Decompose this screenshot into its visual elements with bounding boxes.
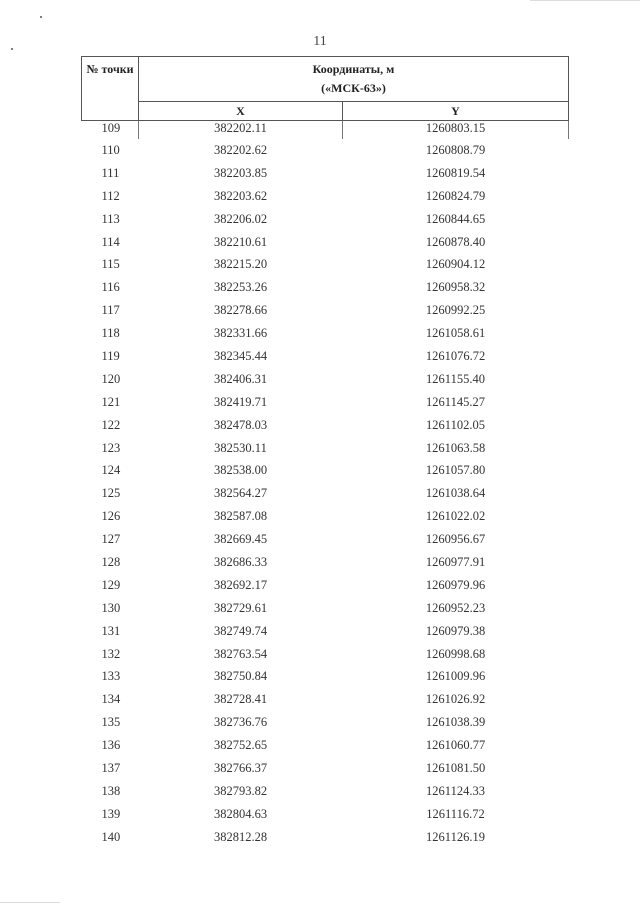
point-number-cell: 118 xyxy=(101,326,120,341)
table-row xyxy=(82,322,569,345)
y-coordinate-cell: 1261060.77 xyxy=(425,738,486,753)
point-number-cell: 120 xyxy=(101,371,121,386)
table-row xyxy=(82,208,569,231)
point-number-cell: 129 xyxy=(101,577,121,592)
point-number-cell: 110 xyxy=(101,142,120,157)
x-coordinate-cell: 382669.45 xyxy=(213,532,268,547)
point-number-header: № точки xyxy=(82,57,139,121)
y-coordinate-cell: 1260878.40 xyxy=(425,234,486,249)
y-coordinate-cell: 1261009.96 xyxy=(425,669,486,684)
coordinate-system: («МСК-63») xyxy=(321,81,386,95)
x-coordinate-cell: 382752.65 xyxy=(213,738,268,753)
x-coordinate-cell: 382692.17 xyxy=(213,577,268,592)
table-row xyxy=(82,414,569,437)
y-coordinate-cell: 1260956.67 xyxy=(425,532,486,547)
x-coordinate-cell: 382736.76 xyxy=(213,715,268,730)
x-coordinate-cell: 382215.20 xyxy=(213,257,268,272)
y-coordinate-cell: 1261038.64 xyxy=(425,486,486,501)
y-coordinate-cell: 1261058.61 xyxy=(425,326,486,341)
point-number-cell: 113 xyxy=(101,211,120,226)
x-coordinate-cell: 382202.11 xyxy=(139,121,343,140)
y-coordinate-cell: 1260992.25 xyxy=(425,303,486,318)
table-row xyxy=(82,505,569,528)
x-coordinate-cell: 382203.85 xyxy=(213,165,268,180)
table-row xyxy=(82,139,569,162)
point-number-cell: 121 xyxy=(101,394,121,409)
point-number-cell: 133 xyxy=(101,669,121,684)
table-row xyxy=(82,826,569,849)
y-coordinate-cell: 1260977.91 xyxy=(425,554,486,569)
y-coordinate-cell: 1261038.39 xyxy=(425,715,486,730)
x-coordinate-cell: 382686.33 xyxy=(213,554,268,569)
point-number-cell: 114 xyxy=(101,234,120,249)
table-row xyxy=(82,231,569,254)
x-coordinate-cell: 382804.63 xyxy=(213,806,268,821)
table-row xyxy=(82,597,569,620)
y-coordinate-cell: 1261057.80 xyxy=(425,463,486,478)
y-coordinate-cell: 1261022.02 xyxy=(425,509,486,524)
table-row xyxy=(82,551,569,574)
point-number-cell: 138 xyxy=(101,783,121,798)
point-number-cell: 122 xyxy=(101,417,121,432)
point-number-cell: 126 xyxy=(101,509,121,524)
coordinates-title: Координаты, м xyxy=(312,62,395,76)
table-row xyxy=(82,780,569,803)
point-number-cell: 135 xyxy=(101,715,121,730)
x-coordinate-cell: 382750.84 xyxy=(213,669,268,684)
table-row xyxy=(82,482,569,505)
coordinates-table xyxy=(81,56,569,849)
table-row xyxy=(82,803,569,826)
table-row xyxy=(82,391,569,414)
point-number-cell: 136 xyxy=(101,738,121,753)
x-coordinate-cell: 382210.61 xyxy=(213,234,268,249)
point-number-cell: 134 xyxy=(101,692,121,707)
table-row xyxy=(82,643,569,666)
point-number-cell: 117 xyxy=(101,303,120,318)
y-coordinate-cell: 1260952.23 xyxy=(425,600,486,615)
x-coordinate-cell: 382766.37 xyxy=(213,760,268,775)
x-coordinate-cell: 382530.11 xyxy=(214,440,267,455)
point-number-cell: 109 xyxy=(101,121,121,135)
point-number-cell: 111 xyxy=(101,165,120,180)
table-row xyxy=(82,276,569,299)
scan-speck xyxy=(40,16,42,18)
x-coordinate-cell: 382728.41 xyxy=(213,692,268,707)
y-coordinate-cell: 1261116.72 xyxy=(426,806,485,821)
y-coordinate-cell: 1260904.12 xyxy=(425,257,486,272)
table-row xyxy=(82,620,569,643)
y-coordinate-cell: 1260808.79 xyxy=(425,142,486,157)
point-number-cell: 139 xyxy=(101,806,121,821)
table-row xyxy=(82,437,569,460)
x-column-header: X xyxy=(139,102,343,121)
table-row xyxy=(82,711,569,734)
table-row xyxy=(82,345,569,368)
x-coordinate-cell: 382206.02 xyxy=(213,211,268,226)
y-coordinate-cell: 1260979.96 xyxy=(425,577,486,592)
x-coordinate-cell: 382729.61 xyxy=(213,600,268,615)
point-number-cell: 119 xyxy=(101,348,120,363)
y-coordinate-cell: 1261063.58 xyxy=(425,440,486,455)
point-number-cell: 130 xyxy=(101,600,121,615)
y-coordinate-cell: 1260844.65 xyxy=(425,211,486,226)
point-number-cell: 127 xyxy=(101,532,121,547)
table-row xyxy=(82,688,569,711)
point-number-cell: 123 xyxy=(101,440,121,455)
table-row xyxy=(82,121,569,140)
x-coordinate-cell: 382253.26 xyxy=(213,280,268,295)
table-row xyxy=(82,734,569,757)
x-coordinate-cell: 382812.28 xyxy=(213,829,268,844)
coordinates-header xyxy=(139,57,569,102)
table-row xyxy=(82,185,569,208)
point-number-cell: 116 xyxy=(101,280,120,295)
point-number-cell: 115 xyxy=(101,257,120,272)
point-number-cell: 112 xyxy=(101,188,120,203)
x-coordinate-cell: 382564.27 xyxy=(213,486,268,501)
x-coordinate-cell: 382419.71 xyxy=(213,394,268,409)
point-number-cell: 137 xyxy=(101,760,121,775)
y-coordinate-cell: 1261102.05 xyxy=(426,417,485,432)
y-coordinate-cell: 1261026.92 xyxy=(425,692,486,707)
y-coordinate-cell: 1261124.33 xyxy=(426,783,485,798)
x-coordinate-cell: 382345.44 xyxy=(213,348,268,363)
y-coordinate-cell: 1261081.50 xyxy=(425,760,486,775)
x-coordinate-cell: 382749.74 xyxy=(213,623,268,638)
point-number-cell: 124 xyxy=(101,463,121,478)
table-row xyxy=(82,162,569,185)
table-row xyxy=(82,299,569,322)
y-coordinate-cell: 1260803.15 xyxy=(343,121,569,140)
y-coordinate-cell: 1261145.27 xyxy=(426,394,485,409)
x-coordinate-cell: 382587.08 xyxy=(213,509,268,524)
x-coordinate-cell: 382763.54 xyxy=(213,646,268,661)
y-coordinate-cell: 1261076.72 xyxy=(425,348,486,363)
x-coordinate-cell: 382478.03 xyxy=(213,417,268,432)
y-column-header: Y xyxy=(343,102,569,121)
y-coordinate-cell: 1260824.79 xyxy=(425,188,486,203)
x-coordinate-cell: 382793.82 xyxy=(213,783,268,798)
table-body xyxy=(82,121,569,849)
x-coordinate-cell: 382538.00 xyxy=(213,463,268,478)
point-number-cell: 132 xyxy=(101,646,121,661)
y-coordinate-cell: 1260998.68 xyxy=(425,646,486,661)
y-coordinate-cell: 1260819.54 xyxy=(425,165,486,180)
y-coordinate-cell: 1260958.32 xyxy=(425,280,486,295)
x-coordinate-cell: 382278.66 xyxy=(213,303,268,318)
table-row xyxy=(82,368,569,391)
table-row xyxy=(82,253,569,276)
x-coordinate-cell: 382202.62 xyxy=(213,142,268,157)
scan-edge-line xyxy=(0,902,60,903)
y-coordinate-cell: 1260979.38 xyxy=(425,623,486,638)
point-number-cell: 140 xyxy=(101,829,121,844)
page-number: 11 xyxy=(313,34,327,49)
table-row xyxy=(82,459,569,482)
x-coordinate-cell: 382331.66 xyxy=(213,326,268,341)
table-row xyxy=(82,528,569,551)
table-row xyxy=(82,665,569,688)
table-row xyxy=(82,574,569,597)
point-number-cell: 125 xyxy=(101,486,121,501)
y-coordinate-cell: 1261126.19 xyxy=(426,829,485,844)
x-coordinate-cell: 382203.62 xyxy=(213,188,268,203)
scan-edge-line xyxy=(530,0,640,1)
table-row xyxy=(82,757,569,780)
y-coordinate-cell: 1261155.40 xyxy=(426,371,485,386)
point-number-cell: 131 xyxy=(101,623,121,638)
point-number-cell: 128 xyxy=(101,554,121,569)
x-coordinate-cell: 382406.31 xyxy=(213,371,268,386)
